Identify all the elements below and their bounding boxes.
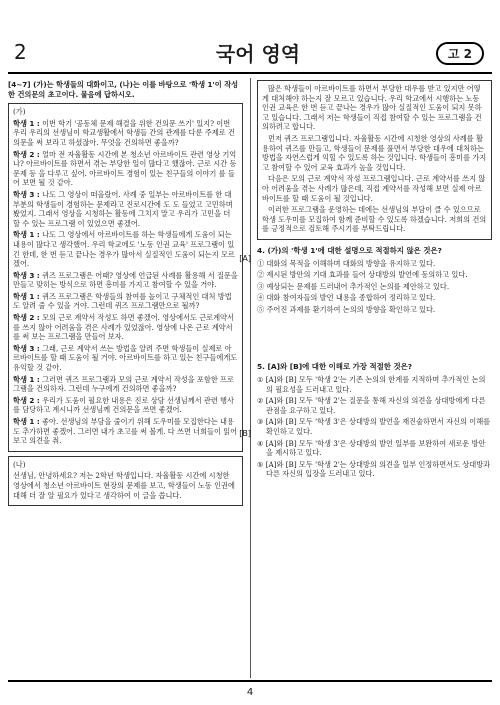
footer-rule [8, 680, 492, 682]
passage-ga-label: (가) [13, 107, 26, 117]
dialogue-line [13, 313, 238, 342]
passage-na-label: (나) [13, 459, 26, 469]
speaker-label: 학생 1 : [13, 374, 40, 384]
dialogue-text: 좋아. 선생님의 부담을 줄이기 위해 도우미를 모집한다는 내용도 추가하면 좋겠어. 그러면 내가 초고를 써 볼게. 다 쓰면 너희들이 읽어 보고 의견을 줘. [13, 417, 238, 446]
dialogue-text: 우리가 도움이 필요한 내용은 진로 상담 선생님께서 관련 행사를 담당하고 계시니까 선생님께 건의문을 쓰면 좋겠어. [13, 395, 234, 415]
q4-choice-2[interactable]: ② 제시된 방안의 기대 효과를 들어 상대방의 발언에 동의하고 있다. [257, 270, 468, 280]
q5-choice-2[interactable]: ② [A]와 [B] 모두 '학생 2'는 질문을 통해 자신의 의견을 상대방에게 다른 관점을 요구하고 있다. [257, 396, 486, 415]
q5-choice-4[interactable]: ④ [A]와 [B] 모두 '학생 3'은 상대방의 발언 일부를 보완하여 새로운 방안을 제시하고 있다. [257, 438, 486, 458]
dialogue-text: 이번 학기 '공동체 문제 해결을 위한 건의문 쓰기' 있지? 이번 우리 우리의 선생님이 학교생활에서 학생들 간의 관계를 다룬 주제로 건의문을 써 보라고 하셨잖아. 무엇을 건의하면 좋을까? [13, 118, 235, 147]
dialogue-text: 얼마 전 자율활동 시간에 본 청소년 아르바이트 관련 영상 기억나? 아르바이트를 하면서 겪는 부당한 일이 많다고 했잖아. 근로 시간 등 문제 등 을 다루고 싶어. 아르바이트 경험이 있는 친구들의 이야기 를 들어 보면 될 것 같아. [13, 149, 237, 188]
passage-na-text: 선생님, 안녕하세요? 저는 2학년 학생입니다. 자율활동 시간에 시청한 영상에서 청소년 아르바이트 현장의 문제를 보고, 학생들이 노동 인권에 대해 더 잘 알 필요가 있다고 생각하여 이 글을 씁니다. [13, 471, 235, 500]
question-5-title: 5. [A]와 [B]에 대한 이해로 가장 적절한 것은? [257, 362, 413, 372]
passage-paragraph: 이러한 프로그램을 운영하는 데에는 선생님의 부담이 클 수 있으므로 학생 도우미를 모집하여 함께 준비할 수 있도록 하겠습니다. 저희의 건의를 긍정적으로 검토해 주시기를 부탁드립니다. [262, 205, 487, 234]
dialogue-line [13, 190, 238, 228]
dialogue-text: 나도 그 영상에서 아르바이트를 하는 학생들에게 도움이 되는 내용이 많다고 생각했어. 우리 학교에도 '노동 인권 교육' 프로그램이 있긴 한데, 한 번 듣고 끝나는 경우가 많아서 실질적인 도움이 되는지 모르겠어. [13, 230, 235, 269]
right-column [257, 80, 492, 481]
q4-choice-5[interactable]: ⑤ 주어진 과제를 환기하여 논의의 방향을 확인하고 있다. [257, 304, 436, 314]
column-divider [250, 78, 251, 678]
dialogue-text: 나도 그 영상이 떠올랐어. 사례 중 일부는 아르바이트를 한 대부분의 학생들이 경험하는 문제라고 진로시간에 도 도 들었고 고민하며 봤었지. 그래서 영상을 시청하는 활동에 그치지 말고 우리가 고민을 더 할 수 있는 프로그램 이 있었으면 좋겠어. [13, 189, 233, 228]
speaker-label: 학생 1 : [13, 291, 40, 301]
left-column [8, 80, 251, 506]
question-4-title: 4. (가)의 '학생 1'에 대한 설명으로 적절하지 않은 것은? [257, 245, 442, 255]
dialogue-line [13, 417, 238, 446]
passage-na-continued [257, 80, 492, 240]
passage-ga-box [8, 103, 251, 452]
q4-choice-1[interactable]: ① 대화의 목적을 이해하며 대화의 방향을 유지하고 있다. [257, 258, 436, 268]
bracket-b-marker: [B] [239, 429, 251, 439]
bracket-a-marker: [A] [239, 254, 251, 264]
speaker-label: 학생 2 : [13, 395, 40, 405]
speaker-label: 학생 1 : [13, 118, 40, 128]
dialogue-line [13, 396, 238, 415]
dialogue-text: 그러면 퀴즈 프로그램과 모의 근로 계약서 작성을 포함한 프로그램을 건의하자. 그런데 누구에게 건의하면 좋을까? [13, 374, 234, 394]
header-rule [8, 72, 492, 74]
passage-na-box [8, 456, 243, 506]
speaker-label: 학생 2 : [13, 313, 40, 323]
dialogue-text: 그래, 근로 계약서 쓰는 방법을 알려 주면 학생들이 실제로 아르바이트를 할 때 도움이 될 거야. 아르바이트를 하고 있는 친구들에게도 유익할 것 같아. [13, 343, 238, 373]
dialogue-line [13, 230, 238, 268]
q4-choice-3[interactable]: ③ 예상되는 문제를 드러내어 추가적인 논의를 제안하고 있다. [257, 281, 450, 291]
dialogue-line [13, 150, 238, 188]
speaker-label: 학생 3 : [13, 189, 40, 199]
grade-badge: 고 2 [436, 42, 484, 65]
speaker-label: 학생 2 : [13, 149, 40, 159]
subject-title: 국어 영역 [215, 42, 301, 66]
set-instruction: [4~7] (가)는 학생들의 대화이고, (나)는 이를 바탕으로 '학생 1'이 작성한 건의문의 초고이다. 물음에 답하시오. [8, 80, 239, 99]
passage-paragraph: 먼저 퀴즈 프로그램입니다. 자율활동 시간에 시청한 영상의 사례를 활용하여 퀴즈를 만들고, 학생들이 문제를 풀면서 부당한 대우에 대처하는 방법을 자연스럽게 익힐 수 있도록 하는 것입니다. 학생들이 흥미를 가지고 참여할 수 있어 교육 효과가 높을 것입니다. [262, 133, 487, 172]
speaker-label: 학생 1 : [13, 417, 40, 426]
dialogue-text: 퀴즈 프로그램은 학생들의 참여를 높이고 구체적인 대처 방법도 알려 줄 수 있을 거야. 그런데 퀴즈 프로그램만으로 될까? [13, 291, 232, 311]
dialogue-line [13, 271, 238, 290]
dialogue-line [13, 375, 238, 394]
q4-choice-4[interactable]: ④ 대화 참여자들의 발언 내용을 종합하여 정리하고 있다. [257, 293, 436, 303]
page-number-bottom: 4 [246, 687, 254, 698]
q5-choice-3[interactable]: ③ [A]와 [B] 모두 '학생 3'은 상대방의 발언을 재진술하면서 자신의 이해를 확인하고 있다. [257, 417, 491, 437]
passage-paragraph: 많은 학생들이 아르바이트를 하면서 부당한 대우를 받고 있지만 어떻게 대처해야 하는지 잘 모르고 있습니다. 우리 학교에서 시행하는 노동 인권 교육은 한 번 듣고 끝나는 경우가 많아 실질적인 도움이 되지 못하고 있습니다. 그래서 저는 학생들이 직접 참여할 수 있는 프로그램을 건의하려고 합니다. [262, 84, 482, 132]
q5-choice-5[interactable]: ⑤ [A]와 [B] 모두 '학생 2'는 상대방의 의견을 일부 인정하면서도 상대방과 다른 자신의 입장을 드러내고 있다. [257, 459, 491, 479]
page-header [8, 40, 492, 70]
speaker-label: 학생 1 : [13, 230, 40, 240]
dialogue-line [13, 344, 238, 373]
dialogue-line [13, 119, 238, 148]
passage-paragraph: 다음은 모의 근로 계약서 작성 프로그램입니다. 근로 계약서를 쓰지 않아 어려움을 겪는 사례가 많은데, 직접 계약서를 작성해 보면 실제 아르바이트를 할 때 도움이 될 것입니다. [262, 174, 486, 203]
q5-choice-1[interactable]: ① [A]와 [B] 모두 '학생 2'는 기존 논의의 한계를 지적하며 추가적인 논의의 필요성을 드러내고 있다. [257, 375, 486, 394]
page-number-top: 2 [14, 40, 27, 64]
dialogue-text: 모의 근로 계약서 작성도 하면 좋겠어. 영상에서도 근로계약서를 쓰지 않아 어려움을 겪은 사례가 있었잖아. 영상에 나온 근로 계약서를 써 보는 프로그램을 만들어 보자. [13, 313, 234, 342]
dialogue-text: 퀴즈 프로그램은 어때? 영상에 언급된 사례를 활용해 서 질문을 만들고 맞히는 방식으로 하면 흥미를 가지고 참여할 수 있을 거야. [13, 270, 238, 290]
speaker-label: 학생 3 : [13, 270, 40, 280]
speaker-label: 학생 3 : [13, 343, 40, 353]
dialogue-line [13, 292, 238, 311]
